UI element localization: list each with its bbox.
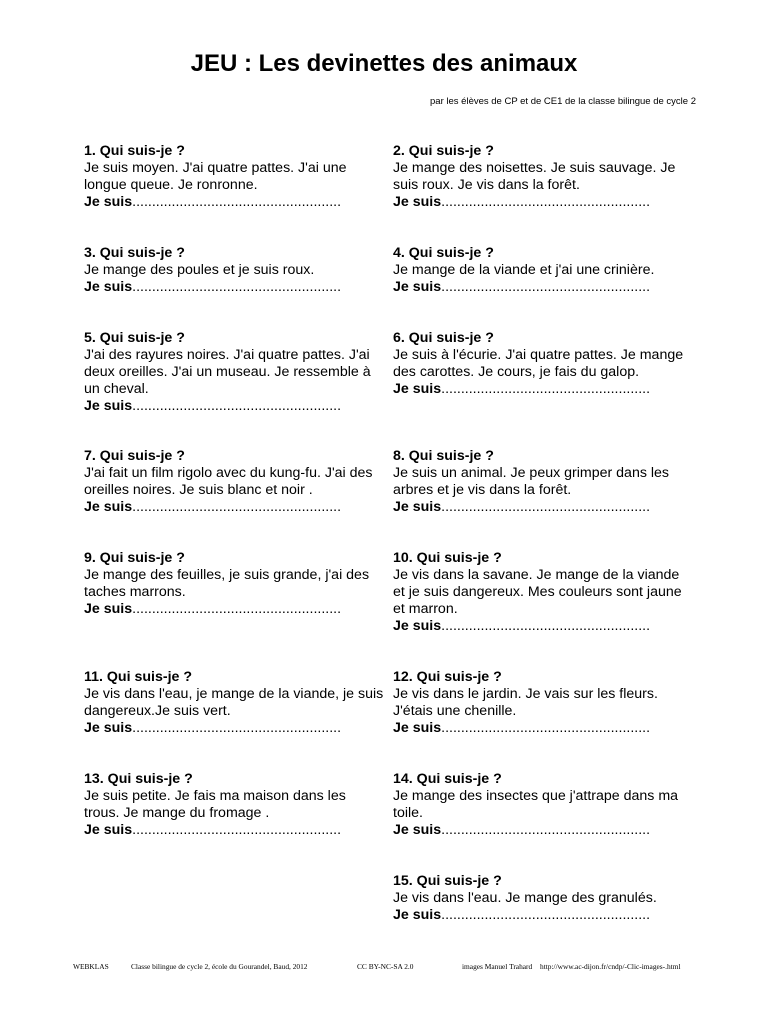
riddle-4 [393,245,693,296]
riddle-heading: 8. Qui suis-je ? [393,448,494,464]
answer-blank: ..................................................... [441,618,651,634]
answer-line [393,618,693,635]
riddle-7 [84,448,384,516]
answer-label: Je suis [84,194,133,210]
riddle-heading: 5. Qui suis-je ? [84,330,185,346]
riddle-10 [393,550,693,635]
riddle-text: Je vis dans le jardin. Je vais sur les fleurs. J'étais une chenille. [393,686,658,719]
riddle-heading: 13. Qui suis-je ? [84,771,193,787]
riddle-1 [84,143,384,211]
answer-label: Je suis [393,381,442,397]
answer-label: Je suis [393,499,442,515]
riddle-heading: 6. Qui suis-je ? [393,330,494,346]
riddle-text: Je suis un animal. Je peux grimper dans les arbres et je vis dans la forêt. [393,465,670,498]
answer-blank: ..................................................... [441,381,651,397]
riddle-12 [393,669,693,737]
riddle-3 [84,245,384,296]
answer-label: Je suis [393,194,442,210]
answer-label: Je suis [84,499,133,515]
answer-label: Je suis [393,907,442,923]
riddle-text: J'ai fait un film rigolo avec du kung-fu. J'ai des oreilles noires. Je suis blanc et noir . [84,465,373,498]
riddle-text: Je suis petite. Je fais ma maison dans les trous. Je mange du fromage . [84,788,346,821]
riddle-2 [393,143,693,211]
footer-license: CC BY-NC-SA 2.0 [357,962,414,971]
riddle-text: Je vis dans l'eau, je mange de la viande, je suis dangereux.Je suis vert. [84,686,384,719]
footer-images-credit: images Manuel Trahard [462,962,533,971]
answer-blank: ..................................................... [441,907,651,923]
answer-line [84,822,384,839]
riddle-text: Je mange des insectes que j'attrape dans ma toile. [393,788,679,821]
answer-line [84,194,384,211]
riddle-heading: 10. Qui suis-je ? [393,550,502,566]
answer-line [84,279,384,296]
answer-blank: ..................................................... [441,499,651,515]
riddle-text: Je suis à l'écurie. J'ai quatre pattes. Je mange des carottes. Je cours, je fais du galop. [393,347,684,380]
answer-label: Je suis [393,279,442,295]
riddle-heading: 2. Qui suis-je ? [393,143,494,159]
riddle-6 [393,330,693,398]
answer-blank: ..................................................... [441,720,651,736]
riddle-heading: 14. Qui suis-je ? [393,771,502,787]
answer-blank: ..................................................... [132,398,342,414]
answer-blank: ..................................................... [132,194,342,210]
footer-link[interactable]: http://www.ac-dijon.fr/cndp/-Clic-images-.html [540,962,681,971]
answer-label: Je suis [393,720,442,736]
answer-line [393,279,693,296]
answer-label: Je suis [84,279,133,295]
riddle-heading: 3. Qui suis-je ? [84,245,185,261]
riddle-text: Je vis dans l'eau. Je mange des granulés. [393,890,657,906]
riddle-heading: 7. Qui suis-je ? [84,448,185,464]
riddle-heading: 15. Qui suis-je ? [393,873,502,889]
answer-label: Je suis [84,822,133,838]
footer-brand: WEBKLAS [73,962,109,971]
riddle-text: Je mange des noisettes. Je suis sauvage. Je suis roux. Je vis dans la forêt. [393,160,676,193]
riddle-text: J'ai des rayures noires. J'ai quatre pattes. J'ai deux oreilles. J'ai un museau. Je ressemble à un cheval. [84,347,371,397]
riddle-15 [393,873,693,924]
page-title: JEU : Les devinettes des animaux [190,50,578,77]
answer-label: Je suis [393,822,442,838]
page-subtitle: par les élèves de CP et de CE1 de la classe bilingue de cycle 2 [430,96,696,107]
riddle-heading: 4. Qui suis-je ? [393,245,494,261]
answer-line [84,398,384,415]
answer-line [84,601,384,618]
riddle-14 [393,771,693,839]
answer-blank: ..................................................... [132,279,342,295]
answer-blank: ..................................................... [132,822,342,838]
answer-blank: ..................................................... [132,601,342,617]
answer-line [84,499,384,516]
riddle-5 [84,330,384,415]
answer-blank: ..................................................... [441,822,651,838]
answer-blank: ..................................................... [132,499,342,515]
riddle-text: Je mange des poules et je suis roux. [84,262,315,278]
riddle-11 [84,669,384,737]
riddle-text: Je suis moyen. J'ai quatre pattes. J'ai une longue queue. Je ronronne. [84,160,347,193]
answer-line [393,499,693,516]
riddle-heading: 1. Qui suis-je ? [84,143,185,159]
riddle-9 [84,550,384,618]
answer-line [393,381,693,398]
riddle-heading: 9. Qui suis-je ? [84,550,185,566]
riddle-heading: 11. Qui suis-je ? [84,669,193,685]
answer-label: Je suis [84,601,133,617]
answer-blank: ..................................................... [132,720,342,736]
answer-line [393,720,693,737]
riddle-8 [393,448,693,516]
riddle-13 [84,771,384,839]
answer-line [393,907,693,924]
answer-blank: ..................................................... [441,194,651,210]
riddle-text: Je vis dans la savane. Je mange de la viande et je suis dangereux. Mes couleurs sont jaune et marron. [393,567,682,617]
riddle-heading: 12. Qui suis-je ? [393,669,502,685]
answer-line [393,194,693,211]
answer-label: Je suis [84,398,133,414]
riddle-text: Je mange de la viande et j'ai une crinière. [393,262,655,278]
answer-blank: ..................................................... [441,279,651,295]
answer-line [84,720,384,737]
riddle-text: Je mange des feuilles, je suis grande, j'ai des taches marrons. [84,567,370,600]
answer-line [393,822,693,839]
footer-school: Classe bilingue de cycle 2, école du Gourandel, Baud, 2012 [131,962,308,971]
answer-label: Je suis [393,618,442,634]
answer-label: Je suis [84,720,133,736]
